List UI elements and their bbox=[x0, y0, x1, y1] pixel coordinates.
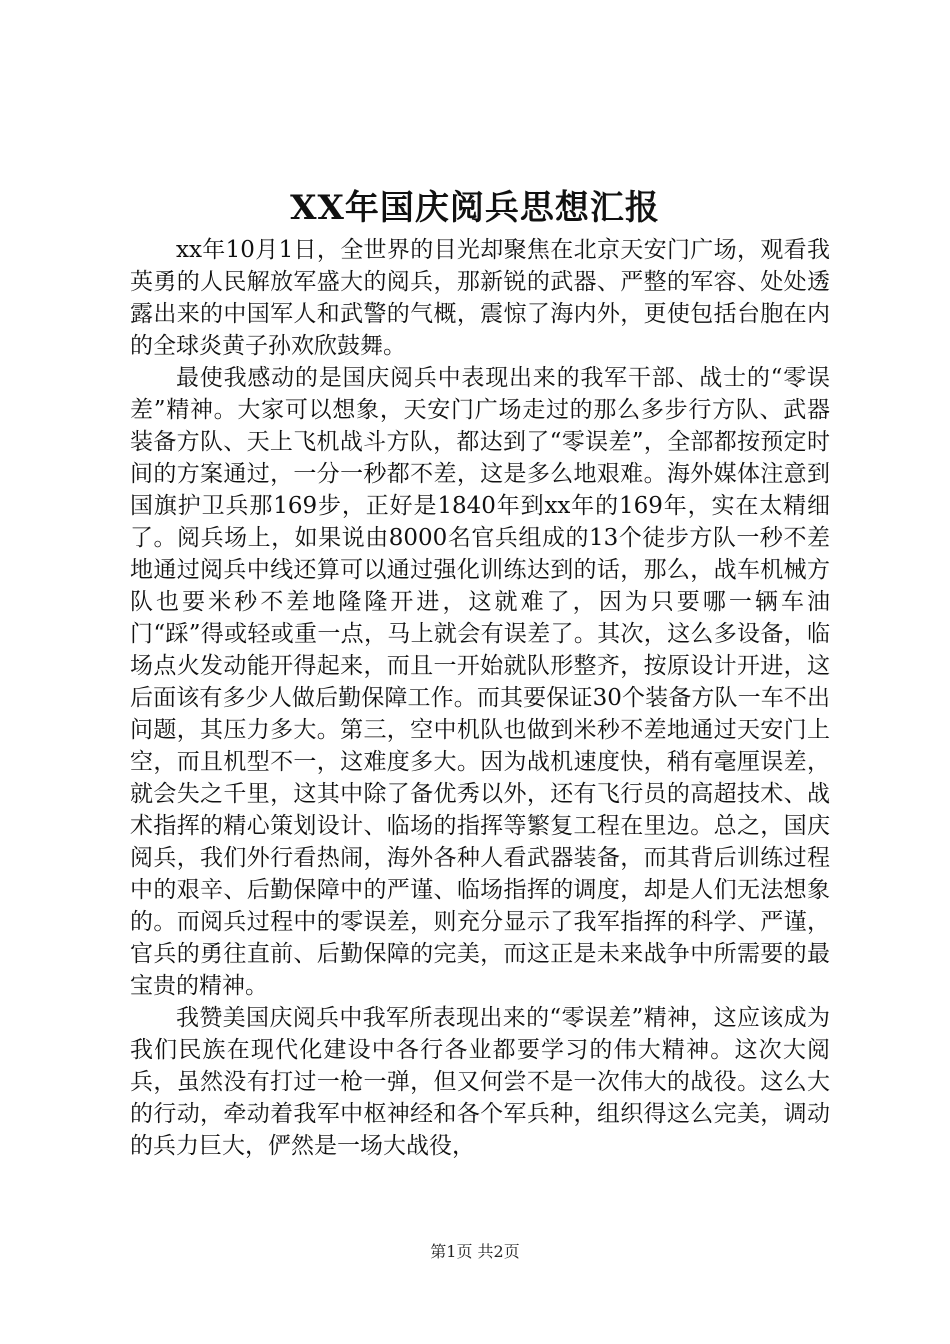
page-footer: 第1页 共2页 bbox=[430, 1242, 520, 1261]
document-title: XX年国庆阅兵思想汇报 bbox=[290, 188, 660, 228]
paragraph-3: 我赞美国庆阅兵中我军所表现出来的“零误差”精神，这应该成为我们民族在现代化建设中各行各业都要学习的伟大精神。这次大阅兵，虽然没有打过一枪一弹，但又何尝不是一次伟大的战役。这么大的行动，牵动着我军中枢神经和各个军兵种，组织得这么完美，调动的兵力巨大，俨然是一场大战役， bbox=[130, 1005, 830, 1159]
paragraph-1: xx年10月1日，全世界的目光却聚焦在北京天安门广场，观看我英勇的人民解放军盛大的阅兵，那新锐的武器、严整的军容、处处透露出来的中国军人和武警的气概，震惊了海内外，更使包括台胞在内的全球炎黄子孙欢欣鼓舞。 bbox=[130, 237, 830, 359]
document-body bbox=[130, 234, 830, 1162]
paragraph-2: 最使我感动的是国庆阅兵中表现出来的我军干部、战士的“零误差”精神。大家可以想象，天安门广场走过的那么多步行方队、武器装备方队、天上飞机战斗方队，都达到了“零误差”，全部都按预定时间的方案通过，一分一秒都不差，这是多么地艰难。海外媒体注意到国旗护卫兵那169步，正好是1840年到xx年的169年，实在太精细了。阅兵场上，如果说由8000名官兵组成的13个徒步方队一秒不差地通过阅兵中线还算可以通过强化训练达到的话，那么，战车机械方队也要米秒不差地隆隆开进，这就难了，因为只要哪一辆车油门“踩”得或轻或重一点，马上就会有误差了。其次，这么多设备，临场点火发动能开得起来，而且一开始就队形整齐，按原设计开进，这后面该有多少人做后勤保障工作。而其要保证30个装备方队一车不出问题，其压力多大。第三，空中机队也做到米秒不差地通过天安门上空，而且机型不一，这难度多大。因为战机速度快，稍有毫厘误差，就会失之千里，这其中除了备优秀以外，还有飞行员的高超技术、战术指挥的精心策划设计、临场的指挥等繁复工程在里边。总之，国庆阅兵，我们外行看热闹，海外各种人看武器装备，而其背后训练过程中的艰辛、后勤保障中的严谨、临场指挥的调度，却是人们无法想象的。而阅兵过程中的零误差，则充分显示了我军指挥的科学、严谨，官兵的勇往直前、后勤保障的完美，而这正是未来战争中所需要的最宝贵的精神。 bbox=[130, 365, 830, 999]
